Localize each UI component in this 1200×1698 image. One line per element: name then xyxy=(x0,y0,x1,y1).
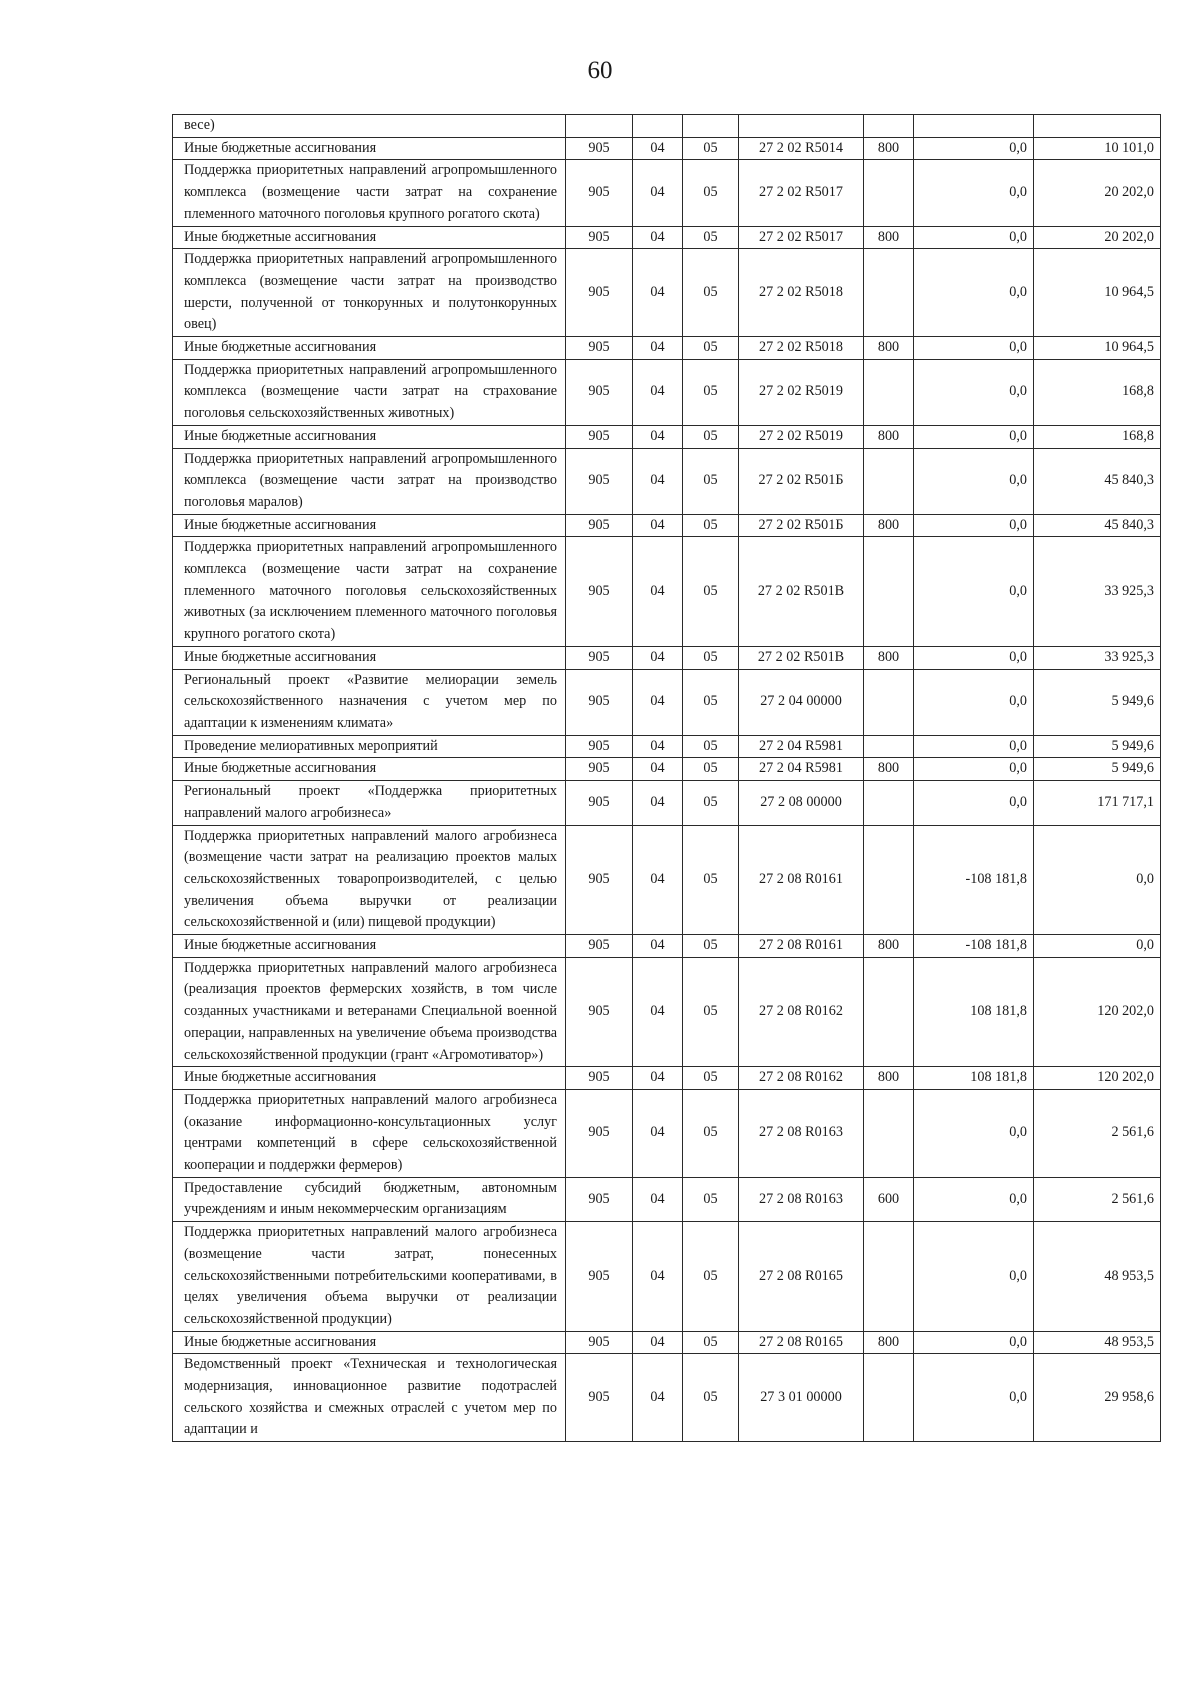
pr-cell: 05 xyxy=(683,359,739,425)
row-name-cell: Предоставление субсидий бюджетным, автономным учреждениям и иным некоммерческим организациям xyxy=(173,1177,566,1221)
ved-cell: 905 xyxy=(566,781,633,825)
amount-change-cell: 0,0 xyxy=(914,425,1034,448)
vr-cell: 800 xyxy=(864,758,914,781)
vr-cell: 800 xyxy=(864,935,914,958)
ved-cell: 905 xyxy=(566,957,633,1067)
csr-cell: 27 2 08 R0161 xyxy=(739,935,864,958)
csr-cell: 27 2 08 R0162 xyxy=(739,957,864,1067)
ved-cell: 905 xyxy=(566,249,633,337)
row-name-cell: Поддержка приоритетных направлений малого агробизнеса (оказание информационно-консультационных услуг центрами компетенций в сфере сельскохозяйственной кооперации и поддержки фермеров) xyxy=(173,1089,566,1177)
amount-change-cell: 0,0 xyxy=(914,1222,1034,1332)
rz-cell: 04 xyxy=(633,160,683,226)
csr-cell xyxy=(739,115,864,138)
ved-cell xyxy=(566,115,633,138)
table-row xyxy=(173,226,1161,249)
amount-total-cell: 5 949,6 xyxy=(1034,735,1161,758)
table-body xyxy=(173,115,1161,1442)
ved-cell: 905 xyxy=(566,646,633,669)
pr-cell: 05 xyxy=(683,825,739,935)
pr-cell: 05 xyxy=(683,957,739,1067)
rz-cell: 04 xyxy=(633,758,683,781)
rz-cell: 04 xyxy=(633,935,683,958)
row-name-cell: Иные бюджетные ассигнования xyxy=(173,425,566,448)
amount-change-cell: 0,0 xyxy=(914,1331,1034,1354)
vr-cell xyxy=(864,160,914,226)
pr-cell: 05 xyxy=(683,1331,739,1354)
table-row xyxy=(173,825,1161,935)
rz-cell: 04 xyxy=(633,514,683,537)
table-row xyxy=(173,337,1161,360)
pr-cell: 05 xyxy=(683,935,739,958)
table-row xyxy=(173,1331,1161,1354)
vr-cell xyxy=(864,359,914,425)
pr-cell: 05 xyxy=(683,249,739,337)
budget-table xyxy=(172,114,1161,1442)
table-row xyxy=(173,425,1161,448)
rz-cell: 04 xyxy=(633,1177,683,1221)
pr-cell: 05 xyxy=(683,1222,739,1332)
pr-cell: 05 xyxy=(683,646,739,669)
vr-cell xyxy=(864,957,914,1067)
row-name-cell: Региональный проект «Поддержка приоритетных направлений малого агробизнеса» xyxy=(173,781,566,825)
table-row xyxy=(173,115,1161,138)
pr-cell: 05 xyxy=(683,514,739,537)
csr-cell: 27 2 08 R0163 xyxy=(739,1177,864,1221)
amount-change-cell: 0,0 xyxy=(914,448,1034,514)
row-name-cell: Поддержка приоритетных направлений малого агробизнеса (возмещение части затрат, понесенных сельскохозяйственными потребительскими кооперативами, в целях увеличения объема выручки от реализации сельскохозяйственной продукции) xyxy=(173,1222,566,1332)
ved-cell: 905 xyxy=(566,1089,633,1177)
row-name-cell: Иные бюджетные ассигнования xyxy=(173,337,566,360)
vr-cell: 800 xyxy=(864,226,914,249)
amount-change-cell: 0,0 xyxy=(914,781,1034,825)
vr-cell xyxy=(864,1089,914,1177)
amount-total-cell: 48 953,5 xyxy=(1034,1222,1161,1332)
row-name-cell: Поддержка приоритетных направлений малого агробизнеса (возмещение части затрат на реализацию проектов малых сельскохозяйственных товаропроизводителей, с целью увеличения объема выручки от реализации сельскохозяйственной и (или) пищевой продукции) xyxy=(173,825,566,935)
csr-cell: 27 2 08 R0163 xyxy=(739,1089,864,1177)
rz-cell: 04 xyxy=(633,735,683,758)
table-row xyxy=(173,669,1161,735)
row-name-cell: Поддержка приоритетных направлений агропромышленного комплекса (возмещение части затрат на производство шерсти, полученной от тонкорунных и полутонкорунных овец) xyxy=(173,249,566,337)
row-name-cell: Иные бюджетные ассигнования xyxy=(173,935,566,958)
vr-cell: 800 xyxy=(864,1067,914,1090)
table-row xyxy=(173,1354,1161,1442)
pr-cell: 05 xyxy=(683,160,739,226)
vr-cell xyxy=(864,537,914,647)
ved-cell: 905 xyxy=(566,337,633,360)
amount-total-cell xyxy=(1034,115,1161,138)
amount-change-cell: 0,0 xyxy=(914,735,1034,758)
amount-total-cell: 120 202,0 xyxy=(1034,957,1161,1067)
csr-cell: 27 2 04 R5981 xyxy=(739,758,864,781)
csr-cell: 27 2 08 R0161 xyxy=(739,825,864,935)
ved-cell: 905 xyxy=(566,425,633,448)
pr-cell: 05 xyxy=(683,1067,739,1090)
amount-change-cell: 0,0 xyxy=(914,537,1034,647)
amount-change-cell: -108 181,8 xyxy=(914,935,1034,958)
table-row xyxy=(173,646,1161,669)
rz-cell xyxy=(633,115,683,138)
table-row xyxy=(173,1067,1161,1090)
csr-cell: 27 2 02 R5018 xyxy=(739,337,864,360)
row-name-cell: Иные бюджетные ассигнования xyxy=(173,1067,566,1090)
amount-total-cell: 20 202,0 xyxy=(1034,160,1161,226)
ved-cell: 905 xyxy=(566,1222,633,1332)
rz-cell: 04 xyxy=(633,1067,683,1090)
rz-cell: 04 xyxy=(633,337,683,360)
amount-change-cell: 0,0 xyxy=(914,359,1034,425)
table-row xyxy=(173,935,1161,958)
vr-cell xyxy=(864,781,914,825)
csr-cell: 27 2 08 R0165 xyxy=(739,1222,864,1332)
amount-change-cell: 108 181,8 xyxy=(914,957,1034,1067)
table-row xyxy=(173,514,1161,537)
csr-cell: 27 2 04 00000 xyxy=(739,669,864,735)
vr-cell xyxy=(864,825,914,935)
ved-cell: 905 xyxy=(566,537,633,647)
csr-cell: 27 2 02 R5018 xyxy=(739,249,864,337)
amount-change-cell: 0,0 xyxy=(914,160,1034,226)
table-row xyxy=(173,160,1161,226)
rz-cell: 04 xyxy=(633,448,683,514)
table-row xyxy=(173,1222,1161,1332)
vr-cell xyxy=(864,115,914,138)
amount-change-cell: 0,0 xyxy=(914,1089,1034,1177)
table-row xyxy=(173,137,1161,160)
amount-total-cell: 45 840,3 xyxy=(1034,514,1161,537)
csr-cell: 27 2 02 R501Б xyxy=(739,448,864,514)
ved-cell: 905 xyxy=(566,669,633,735)
amount-total-cell: 45 840,3 xyxy=(1034,448,1161,514)
rz-cell: 04 xyxy=(633,1354,683,1442)
amount-change-cell: 0,0 xyxy=(914,758,1034,781)
amount-change-cell: 0,0 xyxy=(914,514,1034,537)
amount-change-cell: 0,0 xyxy=(914,669,1034,735)
row-name-cell: Ведомственный проект «Техническая и технологическая модернизация, инновационное развитие подотраслей сельского хозяйства и смежных отраслей с учетом мер по адаптации и xyxy=(173,1354,566,1442)
rz-cell: 04 xyxy=(633,825,683,935)
rz-cell: 04 xyxy=(633,249,683,337)
csr-cell: 27 2 02 R501В xyxy=(739,646,864,669)
rz-cell: 04 xyxy=(633,957,683,1067)
ved-cell: 905 xyxy=(566,160,633,226)
csr-cell: 27 2 02 R5017 xyxy=(739,226,864,249)
amount-total-cell: 10 964,5 xyxy=(1034,249,1161,337)
vr-cell: 600 xyxy=(864,1177,914,1221)
ved-cell: 905 xyxy=(566,735,633,758)
csr-cell: 27 2 02 R5019 xyxy=(739,359,864,425)
csr-cell: 27 2 08 00000 xyxy=(739,781,864,825)
amount-change-cell: 0,0 xyxy=(914,137,1034,160)
table-row xyxy=(173,957,1161,1067)
rz-cell: 04 xyxy=(633,1331,683,1354)
vr-cell: 800 xyxy=(864,1331,914,1354)
amount-total-cell: 120 202,0 xyxy=(1034,1067,1161,1090)
amount-total-cell: 168,8 xyxy=(1034,425,1161,448)
row-name-cell: Иные бюджетные ассигнования xyxy=(173,646,566,669)
pr-cell: 05 xyxy=(683,425,739,448)
amount-total-cell: 10 964,5 xyxy=(1034,337,1161,360)
row-name-cell: Иные бюджетные ассигнования xyxy=(173,1331,566,1354)
ved-cell: 905 xyxy=(566,448,633,514)
pr-cell: 05 xyxy=(683,1089,739,1177)
amount-total-cell: 10 101,0 xyxy=(1034,137,1161,160)
vr-cell xyxy=(864,249,914,337)
ved-cell: 905 xyxy=(566,935,633,958)
table-row xyxy=(173,249,1161,337)
amount-change-cell xyxy=(914,115,1034,138)
pr-cell xyxy=(683,115,739,138)
pr-cell: 05 xyxy=(683,669,739,735)
vr-cell xyxy=(864,1222,914,1332)
pr-cell: 05 xyxy=(683,781,739,825)
row-name-cell: Поддержка приоритетных направлений агропромышленного комплекса (возмещение части затрат на сохранение племенного маточного поголовья крупного рогатого скота) xyxy=(173,160,566,226)
csr-cell: 27 2 02 R5014 xyxy=(739,137,864,160)
csr-cell: 27 2 02 R501В xyxy=(739,537,864,647)
pr-cell: 05 xyxy=(683,537,739,647)
amount-change-cell: 0,0 xyxy=(914,249,1034,337)
vr-cell xyxy=(864,735,914,758)
amount-total-cell: 33 925,3 xyxy=(1034,646,1161,669)
amount-change-cell: 0,0 xyxy=(914,337,1034,360)
row-name-cell: Поддержка приоритетных направлений малого агробизнеса (реализация проектов фермерских хозяйств, в том числе созданных участниками и ветеранами Специальной военной операции, направленных на увеличение объема производства сельскохозяйственной продукции (грант «Агромотиватор») xyxy=(173,957,566,1067)
table-row xyxy=(173,735,1161,758)
amount-total-cell: 33 925,3 xyxy=(1034,537,1161,647)
amount-total-cell: 2 561,6 xyxy=(1034,1177,1161,1221)
row-name-cell: Иные бюджетные ассигнования xyxy=(173,514,566,537)
ved-cell: 905 xyxy=(566,1067,633,1090)
rz-cell: 04 xyxy=(633,226,683,249)
amount-change-cell: 0,0 xyxy=(914,226,1034,249)
ved-cell: 905 xyxy=(566,226,633,249)
vr-cell: 800 xyxy=(864,514,914,537)
amount-total-cell: 5 949,6 xyxy=(1034,669,1161,735)
amount-change-cell: 0,0 xyxy=(914,1177,1034,1221)
pr-cell: 05 xyxy=(683,448,739,514)
vr-cell: 800 xyxy=(864,337,914,360)
amount-change-cell: 0,0 xyxy=(914,1354,1034,1442)
ved-cell: 905 xyxy=(566,825,633,935)
table-row xyxy=(173,1089,1161,1177)
csr-cell: 27 2 02 R5019 xyxy=(739,425,864,448)
csr-cell: 27 2 08 R0162 xyxy=(739,1067,864,1090)
table-row xyxy=(173,537,1161,647)
row-name-cell: Региональный проект «Развитие мелиорации земель сельскохозяйственного назначения с учетом мер по адаптации к изменениям климата» xyxy=(173,669,566,735)
pr-cell: 05 xyxy=(683,1177,739,1221)
ved-cell: 905 xyxy=(566,1331,633,1354)
ved-cell: 905 xyxy=(566,359,633,425)
rz-cell: 04 xyxy=(633,781,683,825)
vr-cell: 800 xyxy=(864,425,914,448)
row-name-cell: Иные бюджетные ассигнования xyxy=(173,758,566,781)
rz-cell: 04 xyxy=(633,1222,683,1332)
pr-cell: 05 xyxy=(683,137,739,160)
ved-cell: 905 xyxy=(566,514,633,537)
table-row xyxy=(173,781,1161,825)
csr-cell: 27 2 02 R5017 xyxy=(739,160,864,226)
table-row xyxy=(173,1177,1161,1221)
table-row xyxy=(173,758,1161,781)
vr-cell: 800 xyxy=(864,137,914,160)
amount-total-cell: 168,8 xyxy=(1034,359,1161,425)
amount-total-cell: 29 958,6 xyxy=(1034,1354,1161,1442)
rz-cell: 04 xyxy=(633,359,683,425)
rz-cell: 04 xyxy=(633,537,683,647)
pr-cell: 05 xyxy=(683,758,739,781)
rz-cell: 04 xyxy=(633,646,683,669)
amount-total-cell: 2 561,6 xyxy=(1034,1089,1161,1177)
row-name-cell: Иные бюджетные ассигнования xyxy=(173,137,566,160)
row-name-cell: Поддержка приоритетных направлений агропромышленного комплекса (возмещение части затрат на страхование поголовья сельскохозяйственных животных) xyxy=(173,359,566,425)
ved-cell: 905 xyxy=(566,758,633,781)
amount-total-cell: 171 717,1 xyxy=(1034,781,1161,825)
pr-cell: 05 xyxy=(683,1354,739,1442)
rz-cell: 04 xyxy=(633,1089,683,1177)
amount-total-cell: 0,0 xyxy=(1034,935,1161,958)
ved-cell: 905 xyxy=(566,1354,633,1442)
rz-cell: 04 xyxy=(633,425,683,448)
csr-cell: 27 2 04 R5981 xyxy=(739,735,864,758)
amount-total-cell: 48 953,5 xyxy=(1034,1331,1161,1354)
amount-change-cell: 108 181,8 xyxy=(914,1067,1034,1090)
csr-cell: 27 2 02 R501Б xyxy=(739,514,864,537)
amount-change-cell: 0,0 xyxy=(914,646,1034,669)
amount-change-cell: -108 181,8 xyxy=(914,825,1034,935)
ved-cell: 905 xyxy=(566,1177,633,1221)
row-name-cell: весе) xyxy=(173,115,566,138)
row-name-cell: Иные бюджетные ассигнования xyxy=(173,226,566,249)
amount-total-cell: 0,0 xyxy=(1034,825,1161,935)
row-name-cell: Поддержка приоритетных направлений агропромышленного комплекса (возмещение части затрат на производство поголовья маралов) xyxy=(173,448,566,514)
vr-cell xyxy=(864,1354,914,1442)
row-name-cell: Проведение мелиоративных мероприятий xyxy=(173,735,566,758)
pr-cell: 05 xyxy=(683,337,739,360)
table-row xyxy=(173,359,1161,425)
csr-cell: 27 2 08 R0165 xyxy=(739,1331,864,1354)
vr-cell xyxy=(864,448,914,514)
table-row xyxy=(173,448,1161,514)
pr-cell: 05 xyxy=(683,226,739,249)
amount-total-cell: 5 949,6 xyxy=(1034,758,1161,781)
pr-cell: 05 xyxy=(683,735,739,758)
vr-cell: 800 xyxy=(864,646,914,669)
vr-cell xyxy=(864,669,914,735)
csr-cell: 27 3 01 00000 xyxy=(739,1354,864,1442)
page-number: 60 xyxy=(587,57,613,84)
row-name-cell: Поддержка приоритетных направлений агропромышленного комплекса (возмещение части затрат на сохранение племенного маточного поголовья сельскохозяйственных животных (за исключением племенного маточного поголовья крупного рогатого скота) xyxy=(173,537,566,647)
rz-cell: 04 xyxy=(633,669,683,735)
ved-cell: 905 xyxy=(566,137,633,160)
amount-total-cell: 20 202,0 xyxy=(1034,226,1161,249)
rz-cell: 04 xyxy=(633,137,683,160)
